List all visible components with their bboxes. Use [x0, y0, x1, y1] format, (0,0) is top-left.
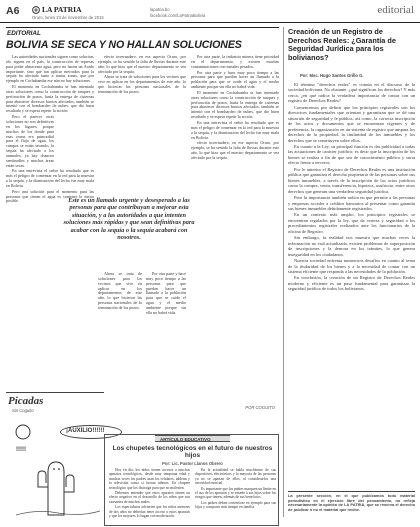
editorial-col-1b — [98, 272, 142, 385]
editorial-title: BOLIVIA SE SECA Y NO HALLAN SOLUCIONES — [6, 39, 242, 51]
article-col-1 — [109, 468, 190, 524]
header-facebook[interactable]: facebook.com/LaPatriaBolivia — [150, 13, 206, 18]
editorial-col-2b — [146, 272, 186, 385]
article-kicker-bar — [155, 435, 230, 442]
article-para: Debemos entender que estos aparatos tienen un efecto negativo en el desarrollo de los niños que son causantes de muchos males. — [109, 491, 190, 504]
opinion-para: Por lo anterior el Registro de Derechos Reales es una institución pública que garantiza el derecho propietario de las personas sobre sus bienes inmuebles, a través de la inscripción de los actos jurídicos como la compra, venta, transferencia, hipoteca, usufructo, entre otros derechos que generan una verdadera seguridad jurídica. — [288, 166, 415, 194]
cartoon-right — [104, 392, 279, 422]
opinion-para: En conclusión, la creación de un Registro de Derechos Reales moderno y eficiente es un paso fundamental para garantizar la seguridad jurídica de todos los bolivianos. — [288, 275, 415, 292]
column-divider — [283, 27, 284, 517]
opinion-para: En cuanto a la Ley, su principal función es dar publicidad a todas las actuaciones de carácter jurídico; es decir que la inscripción de los bienes se realiza a fin de que sea de conocimiento público y surta efecto frente a terceros. — [288, 143, 415, 166]
opinion-title: Creación de un Registro de Derechos Reales: ¿Garantía de Seguridad Jurídica para los bolivianos? — [288, 27, 396, 62]
opinion-para: Pero la importancia también radica en que permite a las personas y empresas acceder a créditos bancarios al presentar como garantía sus bienes inmuebles debidamente registrados. — [288, 195, 415, 211]
article-para: Es importante que los padres marquen un límite en el uso de los aparatos y se enseñe a sus hijos sobre los riesgos que tienen, además de sus beneficios. — [195, 486, 276, 500]
editorial-col1-para: El momento en Cochabamba se han intentado otras soluciones como la construcción de tanques y perforación de pozos, hasta la entrega de cisternas para abastecer diversos barrios afectados, también se intentó con el bombardeo de nubes, que dio buen resultado y se espera repetir la acción. — [6, 84, 94, 114]
article-byline: Por: Lic. Pastor Llanos Obrero — [162, 461, 223, 466]
article-para: Los padres deben convertirse en ejemplo para sus hijos y compartir más tiempo en familia. — [195, 500, 276, 510]
article-kicker: ARTÍCULO EDUCATIVO — [160, 436, 211, 442]
opinion-para: En un contexto más amplio, los principios registrales se encuentran regulados por la ley, que da certeza y seguridad a los procedimientos registrales realizados ante los funcionarios de la oficina de Registro. — [288, 212, 415, 234]
opinion-para: Sin embargo, la realidad nos muestra que muchas veces la información no está actualizada, existen problemas de superposición de inscripciones y la demora en los trámites, lo que genera inseguridad en los ciudadanos. — [288, 235, 415, 257]
editorial-col3-para: Por otra parte y hace muy poco tiempo a las personas para que puedan hacer un llamado a la población para que se cuide el agua y el medio ambiente porque sin ella no habrá vida. — [191, 69, 279, 90]
editorial-col1-para: Pero una solución para el momento para las personas que tienen el agua es contener lo mejor posible. — [6, 188, 94, 204]
cartoon-subtitle: Sin Coguito — [12, 408, 34, 413]
editorial-col1b-para: Ahora se trata de soluciones para los vecinos que vive en aplicar en los departamentos de este año, lo que hicieron las personas nacionales de la terminación de los pozos. — [98, 272, 142, 310]
page-header — [0, 0, 420, 24]
cartoon-caption: POR COGUITO — [245, 405, 275, 410]
editorial-kicker-bar — [6, 27, 279, 36]
cactus-icon — [48, 462, 64, 515]
article-para: Hoy en día, los niños tienen accesos a muchos aparatos tecnológicos, desde muy temprana edad y muchas veces los padres usan los celulares, tabletas y la televisión como si fueran niñeras. Un chupete tecnológico que los distraiga para que no molesten. — [109, 468, 190, 490]
page-number: A6 — [6, 5, 20, 17]
editorial-col-3 — [191, 55, 279, 385]
editorial-block — [6, 27, 279, 387]
editorial-col-2 — [98, 55, 186, 190]
cartoon-title: Picadas — [8, 395, 44, 407]
article-para: En la actualidad se habla muchísimo de sus dispositivos electrónicos y la mayoría de las personas ya no se apartan de ellos, al considerarlos una necesidad esencial. — [195, 468, 276, 486]
article-para: Los especialistas advierten que los niños menores de dos años no deberían tener acceso a estos aparatos y que los mayores lo hagan con moderación. — [109, 505, 190, 519]
article-col-2 — [195, 468, 276, 524]
editorial-col3-para: efecto invernadero, en ese aspecto Oruro, por ejemplo, se ha sentido la falta de lluvias durante este año, lo que hizo que el nuestro departamento se vea afectado por la sequía. — [191, 140, 279, 160]
editorial-col3-para: El momento en Cochabamba se han intentado otras soluciones como la construcción de tanques y perforación de pozos, hasta la entrega de cisternas para abastecer diversos barrios afectados, también se intentó con el bombardeo de nubes, que dio buen resultado y se espera repetir la acción. — [191, 89, 279, 120]
header-web[interactable]: lapatria.bo — [150, 7, 170, 12]
article-title: Los chupetes tecnológicos en el futuro de nuestros hijos — [112, 445, 273, 460]
cartoon-speech-text: ¡AUXILIO!!!!!! — [66, 428, 105, 434]
logo-text: LA PATRIA — [42, 5, 82, 14]
article-block — [104, 434, 279, 526]
editorial-col2b-para: Por otra parte y hace muy poco tiempo a las personas para que puedan hacer un llamado a la población para que se cuide el agua y el medio ambiente porque sin ella no habrá vida. — [146, 272, 186, 315]
section-label: editorial — [377, 4, 414, 16]
editorial-col1-para: En una entrevista el señor ha resultado que es más el peligro de comenzar en la red para la muestra a la sequía, y la disminución del lecho fue muy mala en Bolivia. — [6, 168, 94, 188]
opinion-para: Comencemos por definir que los principios registrales son los directrices fundamentales que orientan y garantizan que se dé una situación de seguridad y fe pública, así como, la correcta inscripción de los actos y documentos que se encuentran vigentes y de preferencia, la organización en un sistema de registro que ampara los derechos de la propiedad, la titularidad de los inmuebles y los derechos que se constituyen sobre ellos. — [288, 104, 415, 143]
editorial-col3-para: Por otra parte, la industria minera tiene prioridad en el departamento, y existen muchas contaminaciones con metales pesados. — [191, 55, 279, 69]
editorial-col2-para: Ahora se trata de soluciones para los vecinos que vive en aplicar en los departamentos de este año, lo que hicieron las personas nacionales de la terminación de los pozos. — [98, 74, 186, 94]
logo-emblem-icon — [32, 6, 40, 14]
opinion-body — [288, 82, 415, 487]
newspaper-logo — [32, 5, 92, 15]
editorial-kicker: EDITORIAL — [7, 29, 41, 37]
opinion-para: Nuestra sociedad enfrenta numerosos desafíos en cuanto al tema de la titularidad de los bienes y a la necesidad de contar con un sistema eficiente que responda a las necesidades de la población. — [288, 258, 415, 274]
opinion-byline: Por: Msc. Hugo Santos Grillo G. — [300, 73, 364, 78]
opinion-footnote-rule — [288, 491, 415, 492]
sun-icon — [16, 425, 30, 439]
cartoon-exclaim: !!!!! — [16, 447, 26, 453]
editorial-col1-para: Las autoridades nacionales siguen como solucion, rib, siguen en el país, la construcción de represas para poder almacenar agua, pero no hacen un Arado importante, sino que tan aplicar mercados para la sequía ha afectado tanto a tantas zonas, que por ejemplo en Cochabamba ese aún no hay soluciones. — [6, 55, 94, 84]
opinion-para: El término "derechos reales" es común en el discurso de la sociedad boliviana. No obstante, ¿qué significan los derechos? Y más cerca, ¿en qué radica la verdadera importancia de contar con un registro de Derechos Reales? — [288, 82, 415, 104]
opinion-block — [288, 27, 415, 523]
opinion-footnote: La presente sección, en el que publicamos todo material periodístico en el ejercicio libre del pensamiento, no refleja necesariamente la opinión de LA PATRIA, que se reserva el derecho de publicar o no el material que recibe. — [288, 493, 415, 512]
editorial-pullquote: Este es un llamado urgente y desesperado a las personas para que contribuyan a mejorar esta situación, y a las autoridades a que intenten soluciones más rápidas y que sean definitivas para acabar con la sequía o la sequía acabará con nosotros. — [63, 197, 195, 242]
header-rule — [0, 22, 420, 23]
header-date: Oruro, lunes 23 de noviembre de 2015 — [32, 15, 104, 20]
editorial-col1-para: Pero el parecer otras soluciones no son definitivas en los lugares, porque muchos de los donde para esas zonas era primordial para el flujo de agua, los campos se están secando, la sequía ha afectado a los animales, ya hay chanceo sembradíos y muchas áreas están secas. — [6, 114, 54, 168]
cartoon-block — [6, 392, 104, 522]
editorial-col3-para: En una entrevista el señor ha resultado que es más el peligro de comenzar en la red para la muestra a la sequía, y la disminución del lecho fue muy mala en Bolivia. — [191, 119, 279, 140]
editorial-col2-para: efecto invernadero, en ese aspecto Oruro, por ejemplo, se ha sentido la falta de lluvias durante este año, lo que hizo que el nuestro departamento se vea afectado por la sequía. — [98, 55, 186, 74]
